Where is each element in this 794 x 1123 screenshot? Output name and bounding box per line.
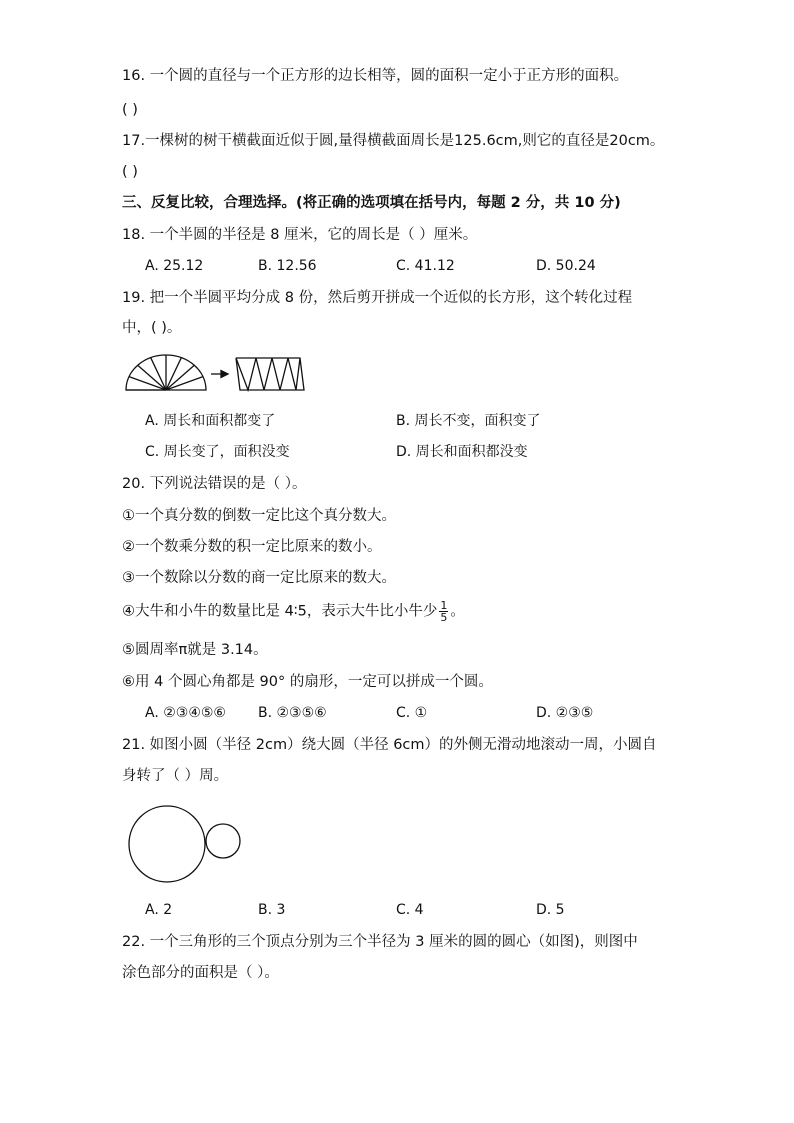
semicircle-to-rectangle-figure — [122, 350, 312, 396]
question-20-text: 20. 下列说法错误的是（ ）。 — [122, 476, 307, 492]
q20-statement-1: ①一个真分数的倒数一定比这个真分数大。 — [122, 508, 396, 524]
q20-statement-4-row — [122, 600, 465, 623]
q20-statement-4: ④大牛和小牛的数量比是 4∶5，表示大牛比小牛少 — [122, 603, 438, 620]
question-16-text: 16. 一个圆的直径与一个正方形的边长相等，圆的面积一定小于正方形的面积。 — [122, 68, 629, 84]
q19-option-b[interactable]: B. 周长不变，面积变了 — [396, 413, 541, 429]
q18-option-a[interactable]: A. 25.12 — [145, 258, 204, 274]
section-3-heading: 三、反复比较，合理选择。(将正确的选项填在括号内，每题 2 分，共 10 分) — [122, 195, 621, 211]
q21-option-b[interactable]: B. 3 — [258, 902, 286, 918]
q20-statement-3: ③一个数除以分数的商一定比原来的数大。 — [122, 570, 396, 586]
q20-statement-2: ②一个数乘分数的积一定比原来的数小。 — [122, 539, 382, 555]
rolling-circles-figure — [126, 803, 246, 887]
question-16-answer-blank[interactable]: ( ) — [122, 102, 138, 118]
question-22-line-1: 22. 一个三角形的三个顶点分别为三个半径为 3 厘米的圆的圆心（如图)，则图中 — [122, 934, 638, 950]
q20-option-d[interactable]: D. ②③⑤ — [536, 705, 594, 721]
question-18-text: 18. 一个半圆的半径是 8 厘米，它的周长是（ ）厘米。 — [122, 227, 478, 243]
q20-option-b[interactable]: B. ②③⑤⑥ — [258, 705, 327, 721]
q20-option-c[interactable]: C. ① — [396, 705, 428, 721]
q18-option-d[interactable]: D. 50.24 — [536, 258, 596, 274]
fraction-denominator: 5 — [440, 611, 448, 624]
q20-statement-6: ⑥用 4 个圆心角都是 90° 的扇形，一定可以拼成一个圆。 — [122, 674, 493, 690]
question-19-line-1: 19. 把一个半圆平均分成 8 份，然后剪开拼成一个近似的长方形，这个转化过程 — [122, 290, 633, 306]
question-21-line-1: 21. 如图小圆（半径 2cm）绕大圆（半径 6cm）的外侧无滑动地滚动一周，小圆自 — [122, 737, 657, 753]
q21-option-d[interactable]: D. 5 — [536, 902, 565, 918]
q18-option-b[interactable]: B. 12.56 — [258, 258, 317, 274]
question-17-text: 17.一棵树的树干横截面近似于圆,量得横截面周长是125.6cm,则它的直径是20cm。 — [122, 133, 665, 149]
q21-option-c[interactable]: C. 4 — [396, 902, 424, 918]
q20-option-a[interactable]: A. ②③④⑤⑥ — [145, 705, 226, 721]
small-circle-shape — [206, 824, 240, 858]
q18-option-c[interactable]: C. 41.12 — [396, 258, 455, 274]
question-22-line-2: 涂色部分的面积是（ ）。 — [122, 965, 279, 981]
q20-statement-5: ⑤圆周率π就是 3.14。 — [122, 642, 268, 658]
question-21-line-2: 身转了（ ）周。 — [122, 768, 229, 784]
q19-option-a[interactable]: A. 周长和面积都变了 — [145, 413, 276, 429]
q20-statement-4-tail: 。 — [450, 603, 465, 620]
q19-option-c[interactable]: C. 周长变了，面积没变 — [145, 444, 290, 460]
q21-option-a[interactable]: A. 2 — [145, 902, 173, 918]
q19-option-d[interactable]: D. 周长和面积都没变 — [396, 444, 528, 460]
fraction-one-fifth — [439, 600, 448, 623]
rectangle-figure — [236, 358, 304, 390]
large-circle-shape — [129, 806, 205, 882]
arrow-icon — [211, 371, 228, 378]
semicircle-figure — [126, 355, 206, 390]
question-19-line-2: 中，( )。 — [122, 320, 182, 336]
fraction-numerator: 1 — [440, 599, 448, 612]
question-17-answer-blank[interactable]: ( ) — [122, 164, 138, 180]
